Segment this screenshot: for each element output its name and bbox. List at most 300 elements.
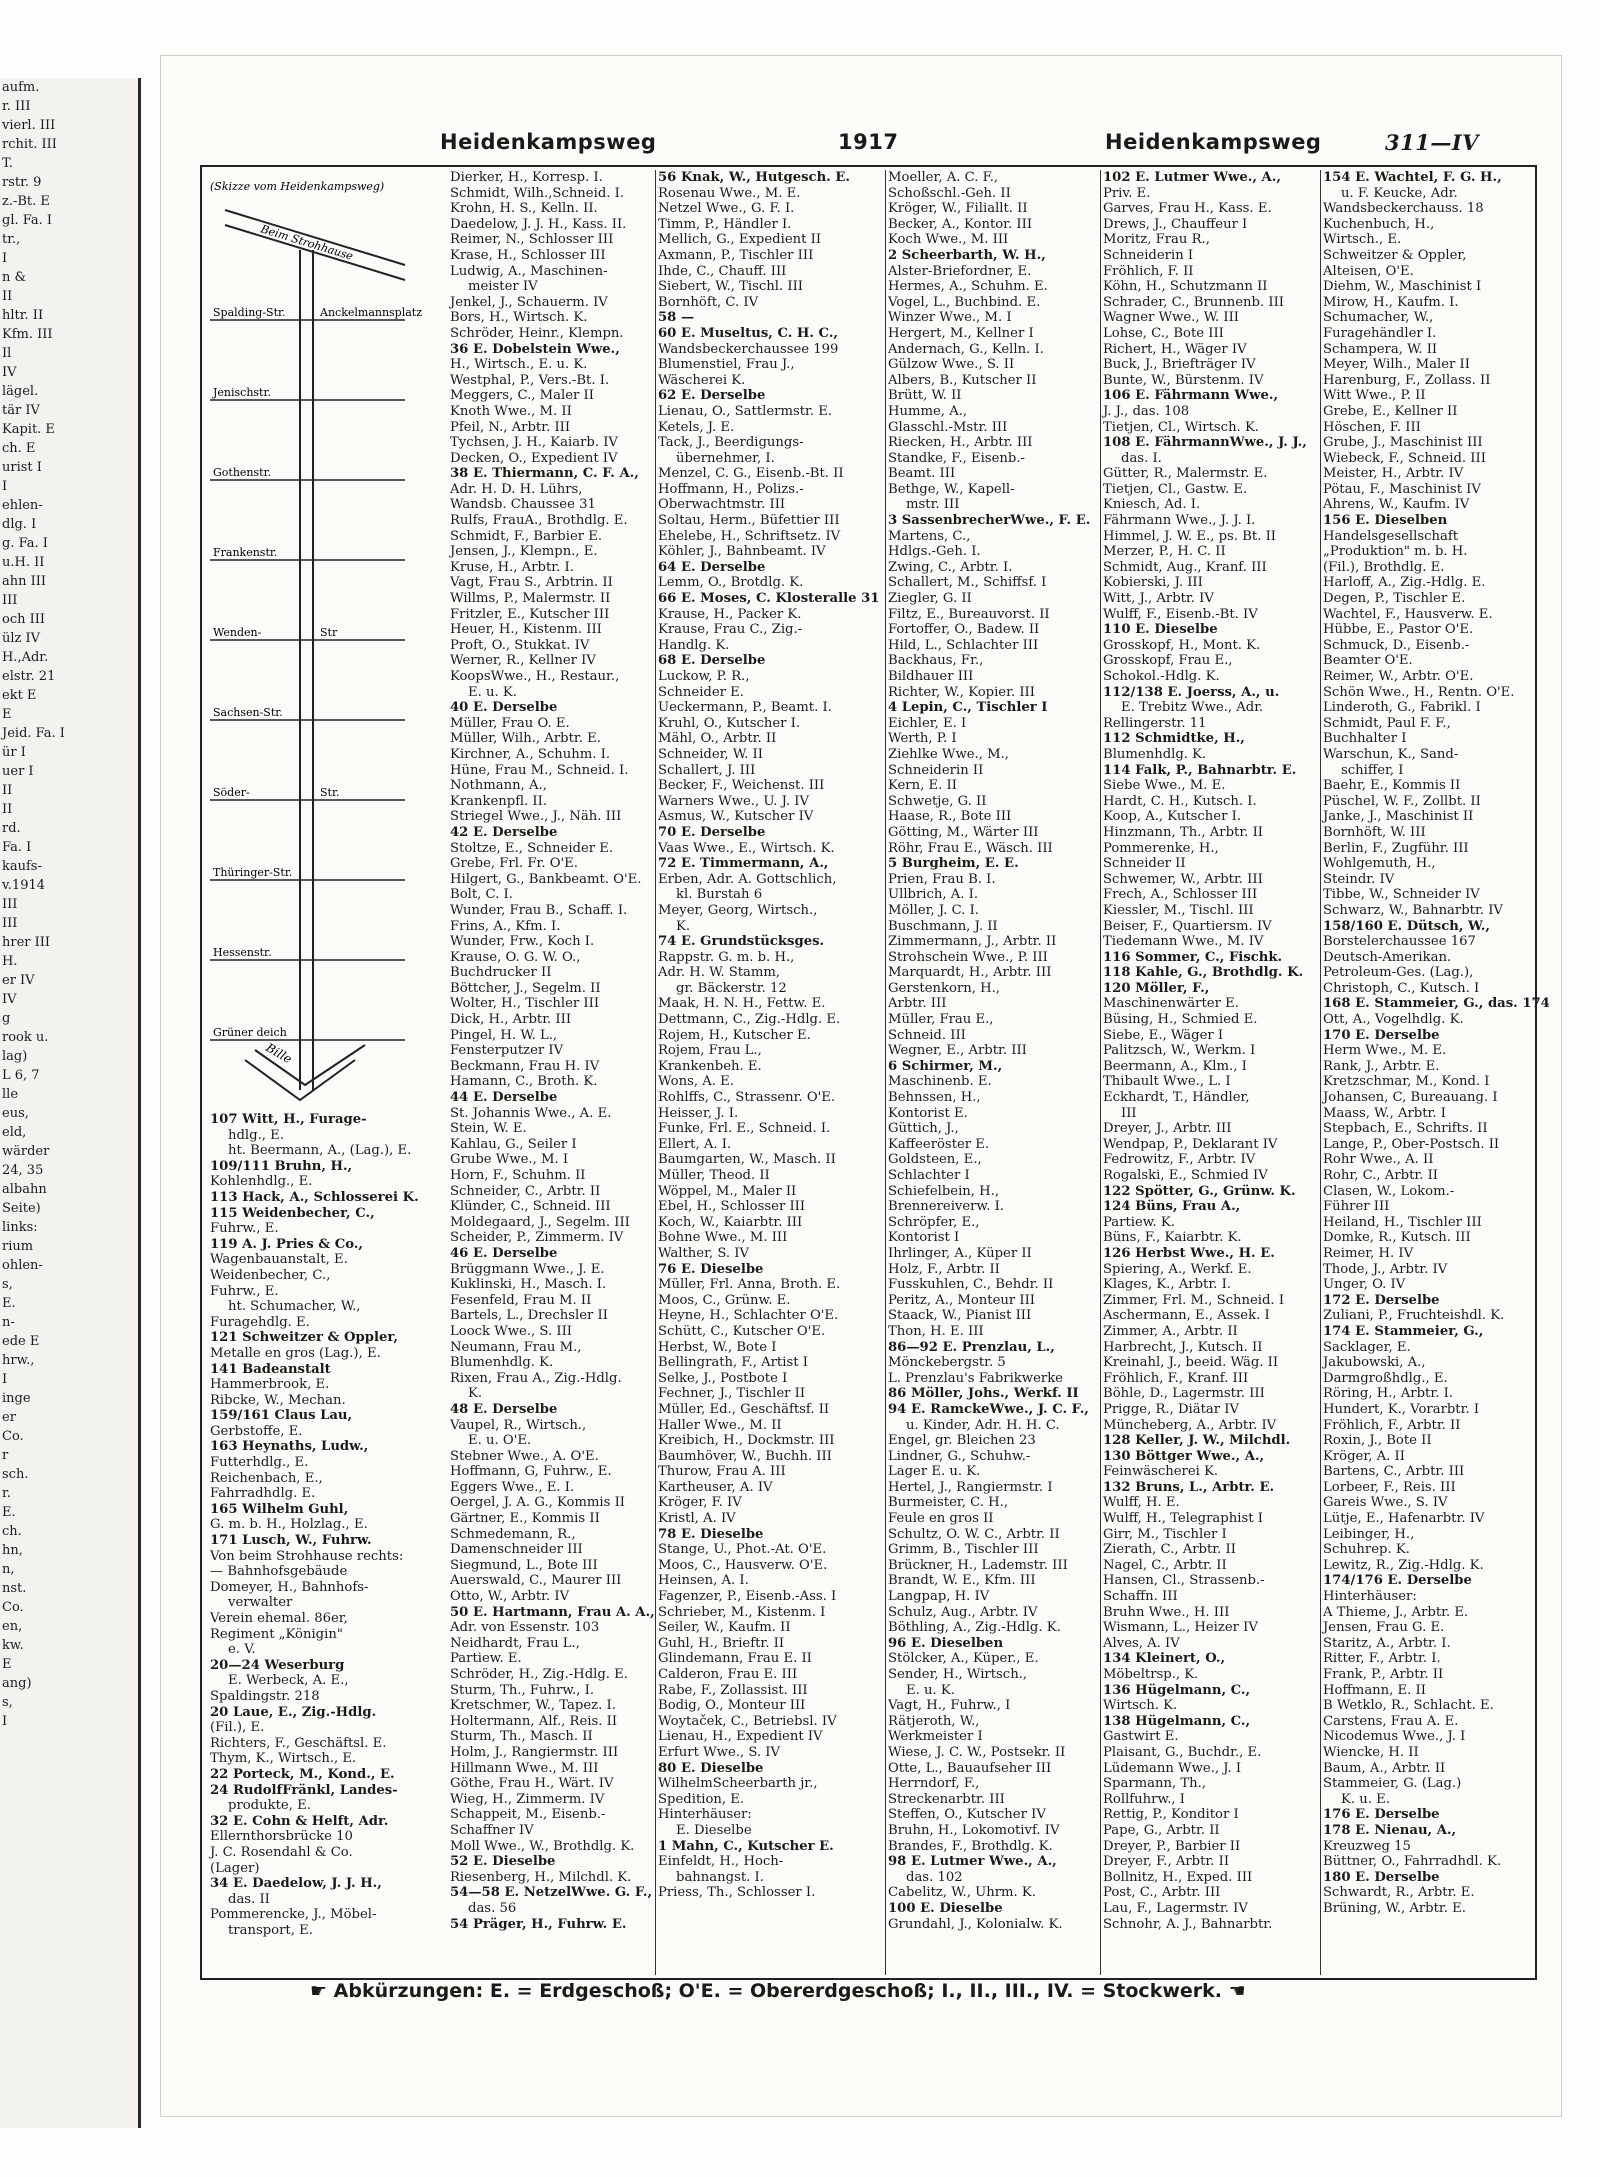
directory-entry: Beamt. III xyxy=(888,466,956,482)
directory-entry: Maass, W., Arbtr. I xyxy=(1323,1105,1446,1121)
sketch-street-label: Wenden- xyxy=(213,626,262,639)
directory-entry: Grimm, B., Tischler III xyxy=(888,1542,1039,1558)
listing-column-4 xyxy=(1103,170,1318,1970)
directory-entry: Zierath, C., Arbtr. II xyxy=(1103,1542,1236,1558)
directory-entry: Werkmeister I xyxy=(888,1729,983,1745)
directory-entry: Schwemer, W., Arbtr. III xyxy=(1103,871,1263,887)
directory-entry: Staack, W., Pianist III xyxy=(888,1308,1032,1324)
directory-entry: Schneider II xyxy=(1103,856,1186,872)
directory-entry: transport, E. xyxy=(228,1922,313,1938)
directory-entry: Meister, H., Arbtr. IV xyxy=(1323,466,1464,482)
directory-entry: Kartheuser, A. IV xyxy=(658,1479,773,1495)
edge-fragment: E xyxy=(2,1657,12,1672)
directory-entry: Klünder, C., Schneid. III xyxy=(450,1199,611,1215)
directory-entry: Albers, B., Kutscher II xyxy=(888,372,1037,388)
directory-entry: Spaldingstr. 218 xyxy=(210,1688,320,1704)
directory-entry: Büns, F., Kaiarbtr. K. xyxy=(1103,1230,1242,1246)
edge-fragment: E. xyxy=(2,1505,16,1520)
directory-entry: Böthling, A., Zig.-Hdlg. K. xyxy=(888,1620,1061,1636)
directory-entry: Moeller, A. C. F., xyxy=(888,170,999,185)
directory-entry: Burmeister, C. H., xyxy=(888,1495,1009,1511)
directory-entry: meister IV xyxy=(468,279,538,295)
directory-entry: 56 Knak, W., Hutgesch. E. xyxy=(658,170,851,185)
directory-entry: 112 Schmidtke, H., xyxy=(1103,731,1245,747)
directory-entry: Rojem, H., Kutscher E. xyxy=(658,1027,811,1043)
directory-entry: Schmedemann, R., xyxy=(450,1526,576,1542)
edge-fragment: v.1914 xyxy=(2,878,46,893)
directory-entry: Hamann, C., Broth. K. xyxy=(450,1074,598,1090)
directory-entry: E. u. K. xyxy=(468,684,517,700)
directory-entry: Marquardt, H., Arbtr. III xyxy=(888,965,1052,981)
edge-fragment: s, xyxy=(2,1277,13,1292)
directory-entry: Loock Wwe., S. III xyxy=(450,1323,573,1339)
directory-entry: Neumann, Frau M., xyxy=(450,1339,582,1355)
directory-entry: Krause, Frau C., Zig.- xyxy=(658,622,803,638)
directory-entry: Jakubowski, A., xyxy=(1323,1355,1426,1371)
directory-entry: Büttner, O., Fahrradhdl. K. xyxy=(1323,1854,1502,1870)
edge-fragment: wärder xyxy=(2,1144,50,1159)
directory-entry: 54—58 E. NetzelWwe. G. F., xyxy=(450,1885,653,1901)
edge-fragment: hrw., xyxy=(2,1353,35,1368)
edge-fragment: E xyxy=(2,707,12,722)
directory-entry: Lüdemann Wwe., J. I xyxy=(1103,1760,1242,1776)
directory-entry: Dettmann, C., Zig.-Hdlg. E. xyxy=(658,1012,841,1028)
directory-entry: Wirtsch., E. xyxy=(1323,232,1402,248)
directory-entry: Schwetje, G. II xyxy=(888,793,987,809)
directory-entry: 86—92 E. Prenzlau, L., xyxy=(888,1339,1055,1355)
sketch-street-label-right: Str. xyxy=(320,786,340,799)
directory-entry: Wiencke, H. II xyxy=(1323,1744,1419,1760)
edge-fragment: s, xyxy=(2,1695,13,1710)
directory-entry: Wismann, L., Heizer IV xyxy=(1103,1620,1258,1636)
directory-entry: Meyer, Wilh., Maler II xyxy=(1323,357,1470,373)
directory-entry: Herbst, W., Bote I xyxy=(658,1339,777,1355)
directory-entry: Priess, Th., Schlosser I. xyxy=(658,1885,816,1901)
directory-entry: 36 E. Dobelstein Wwe., xyxy=(450,341,620,357)
directory-entry: Eckhardt, T., Händler, xyxy=(1103,1090,1250,1106)
directory-entry: 110 E. Dieselbe xyxy=(1103,622,1218,638)
directory-entry: 66 E. Moses, C. Klosteralle 31 xyxy=(658,591,880,607)
directory-entry: das. II xyxy=(228,1891,270,1907)
directory-entry: Rulfs, FrauA., Brothdlg. E. xyxy=(450,513,628,529)
directory-entry: Mönckebergstr. 5 xyxy=(888,1355,1006,1371)
directory-entry: Hundert, K., Vorarbtr. I xyxy=(1323,1401,1480,1417)
directory-entry: Rabe, F., Zollassist. III xyxy=(658,1682,808,1698)
directory-entry: Ueckermann, P., Beamt. I. xyxy=(658,700,832,716)
directory-entry: Hinterhäuser: xyxy=(658,1807,752,1823)
directory-entry: Gärtner, E., Kommis II xyxy=(450,1511,600,1527)
directory-entry: Gülzow Wwe., S. II xyxy=(888,357,1015,373)
directory-entry: Harenburg, F., Zollass. II xyxy=(1323,372,1491,388)
edge-fragment: T. xyxy=(2,156,13,171)
directory-entry: Kruse, H., Arbtr. I. xyxy=(450,559,574,575)
directory-entry: Reichenbach, E., xyxy=(210,1470,323,1486)
directory-entry: Herrndorf, F., xyxy=(888,1776,980,1792)
directory-entry: Kontorist I xyxy=(888,1230,960,1246)
directory-entry: Müller, Frau E., xyxy=(888,1012,994,1028)
directory-entry: Striegel Wwe., J., Näh. III xyxy=(450,809,622,825)
directory-entry: Götting, M., Wärter III xyxy=(888,824,1039,840)
directory-entry: Warners Wwe., U. J. IV xyxy=(658,793,810,809)
directory-entry: Adr. H. D. H. Lührs, xyxy=(450,481,583,497)
directory-entry: Rank, J., Arbtr. E. xyxy=(1323,1058,1440,1074)
edge-fragment: II xyxy=(2,289,13,304)
edge-fragment: rd. xyxy=(2,821,21,836)
directory-entry: Bruhn, H., Lokomotivf. IV xyxy=(888,1822,1060,1838)
directory-entry: Schaffner IV xyxy=(450,1822,534,1838)
edge-fragment: er xyxy=(2,1410,16,1425)
sketch-street-label-right: Str xyxy=(320,626,338,639)
directory-entry: Bornhöft, W. III xyxy=(1323,824,1426,840)
directory-entry: Domeyer, H., Bahnhofs- xyxy=(210,1579,369,1595)
directory-entry: Kern, E. II xyxy=(888,778,957,794)
edge-fragment: III xyxy=(2,916,18,931)
directory-entry: Kahlau, G., Seiler I xyxy=(450,1136,577,1152)
directory-entry: Regiment „Königin" xyxy=(210,1626,343,1642)
directory-entry: Moll Wwe., W., Brothdlg. K. xyxy=(450,1838,635,1854)
directory-entry: (Fil.), E. xyxy=(210,1720,265,1736)
edge-fragment: aufm. xyxy=(2,80,40,95)
directory-entry: Stammeier, G. (Lag.) xyxy=(1323,1776,1462,1792)
directory-entry: Maschinenb. E. xyxy=(888,1074,992,1090)
directory-entry: Rohlffs, C., Strassenr. O'E. xyxy=(658,1090,836,1106)
directory-entry: Buchdrucker II xyxy=(450,965,552,981)
directory-entry: Furagehändler I. xyxy=(1323,325,1437,341)
directory-entry: (Lager) xyxy=(210,1860,260,1876)
edge-fragment: Jeid. Fa. I xyxy=(2,726,65,741)
directory-entry: Moritz, Frau R., xyxy=(1103,232,1210,248)
directory-entry: Axmann, P., Tischler III xyxy=(658,247,814,263)
directory-entry: Fährmann Wwe., J. J. I. xyxy=(1103,513,1256,529)
directory-entry: Lange, P., Ober-Postsch. II xyxy=(1323,1136,1500,1152)
directory-entry: Buschmann, J. II xyxy=(888,918,998,934)
directory-entry: 20—24 Weserburg xyxy=(210,1657,345,1673)
directory-entry: Lau, F., Lagermstr. IV xyxy=(1103,1900,1248,1916)
edge-fragment: eus, xyxy=(2,1106,29,1121)
directory-entry: 174/176 E. Derselbe xyxy=(1323,1573,1472,1589)
directory-entry: 20 Laue, E., Zig.-Hdlg. xyxy=(210,1704,377,1720)
directory-entry: Tibbe, W., Schneider IV xyxy=(1323,887,1480,903)
directory-entry: Degen, P., Tischler E. xyxy=(1323,591,1466,607)
directory-entry: Becker, A., Kontor. III xyxy=(888,216,1033,232)
directory-entry: 22 Porteck, M., Kond., E. xyxy=(210,1766,395,1782)
edge-fragment: H.,Adr. xyxy=(2,650,49,665)
directory-entry: E. Dieselbe xyxy=(676,1822,752,1838)
directory-entry: Fechner, J., Tischler II xyxy=(658,1386,806,1402)
directory-entry: Kreinahl, J., beeid. Wäg. II xyxy=(1103,1355,1279,1371)
directory-entry: 48 E. Derselbe xyxy=(450,1401,558,1417)
edge-fragment: L 6, 7 xyxy=(2,1068,40,1083)
directory-entry: bahnangst. I. xyxy=(676,1869,764,1885)
directory-entry: Langpap, H. IV xyxy=(888,1589,990,1605)
abbreviations-footer xyxy=(310,1980,1510,2002)
directory-entry: J. C. Rosendahl & Co. xyxy=(210,1844,353,1860)
edge-fragment: albahn xyxy=(2,1182,47,1197)
directory-entry: Schröder, Heinr., Klempn. xyxy=(450,325,624,341)
directory-entry: Lorbeer, F., Reis. III xyxy=(1323,1479,1456,1495)
directory-entry: 3 SassenbrecherWwe., F. E. xyxy=(888,513,1091,529)
directory-entry: Rollfuhrw., I xyxy=(1103,1791,1185,1807)
directory-entry: Wöppel, M., Maler II xyxy=(658,1183,797,1199)
edge-fragment: tr., xyxy=(2,232,21,247)
directory-entry: Möller, J. C. I. xyxy=(888,902,979,918)
directory-entry: Köhn, H., Schutzmann II xyxy=(1103,279,1268,295)
directory-entry: Thode, J., Arbtr. IV xyxy=(1323,1261,1448,1277)
listing-column-5 xyxy=(1323,170,1550,1970)
pointing-hand-icon: ☛ xyxy=(310,1980,328,2002)
edge-fragment: I xyxy=(2,479,8,494)
directory-entry: Krause, H., Packer K. xyxy=(658,606,802,622)
directory-entry: Darmgroßhdlg., E. xyxy=(1323,1370,1448,1386)
directory-entry: Tietjen, Cl., Gastw. E. xyxy=(1103,481,1248,497)
edge-fragment: rstr. 9 xyxy=(2,175,42,190)
edge-fragment: och III xyxy=(2,612,46,627)
sketch-street-label: Spalding-Str. xyxy=(213,306,286,319)
directory-entry: Post, C., Arbtr. III xyxy=(1103,1885,1221,1901)
directory-entry: Zwing, C., Arbtr. I. xyxy=(888,559,1013,575)
directory-entry: Strohschein Wwe., P. III xyxy=(888,949,1048,965)
directory-entry: Hermes, A., Schuhm. E. xyxy=(888,279,1048,295)
directory-entry: Verein ehemal. 86er, xyxy=(210,1611,348,1626)
directory-entry: Schmidt, Wilh.,Schneid. I. xyxy=(450,185,625,201)
header-street-right: Heidenkampsweg xyxy=(1105,130,1322,154)
directory-entry: Wegner, E., Arbtr. III xyxy=(888,1043,1027,1059)
directory-entry: Leibinger, H., xyxy=(1323,1526,1415,1542)
directory-entry: Schwardt, R., Arbtr. E. xyxy=(1323,1885,1475,1901)
directory-entry: Rettig, P., Konditor I xyxy=(1103,1807,1239,1823)
directory-entry: Tiedemann Wwe., M. IV xyxy=(1103,934,1264,950)
directory-entry: Hertel, J., Rangiermstr. I xyxy=(888,1479,1053,1495)
directory-entry: KoopsWwe., H., Restaur., xyxy=(450,669,620,684)
directory-entry: Kuklinski, H., Masch. I. xyxy=(450,1277,607,1293)
directory-entry: Kristl, A. IV xyxy=(658,1511,736,1527)
directory-entry: Berlin, F., Zugführ. III xyxy=(1323,840,1469,856)
directory-entry: 154 E. Wachtel, F. G. H., xyxy=(1323,170,1502,185)
directory-entry: Tietjen, Cl., Wirtsch. K. xyxy=(1103,419,1259,435)
directory-entry: Menzel, C. G., Eisenb.-Bt. II xyxy=(658,466,844,482)
edge-fragment: ede E xyxy=(2,1334,40,1349)
directory-entry: Warschun, K., Sand- xyxy=(1323,746,1459,762)
sketch-top-label: Beim Strohhause xyxy=(259,222,355,263)
directory-entry: Pape, G., Arbtr. II xyxy=(1103,1822,1220,1838)
sketch-street-label: Hessenstr. xyxy=(213,946,272,959)
directory-entry: (Fil.), Brothdlg. E. xyxy=(1323,559,1445,575)
directory-entry: Dreyer, J., Arbtr. III xyxy=(1103,1121,1232,1137)
directory-entry: Kuchenbuch, H., xyxy=(1323,216,1435,232)
directory-entry: Witt, J., Arbtr. IV xyxy=(1103,591,1214,607)
directory-entry: 136 Hügelmann, C., xyxy=(1103,1682,1251,1698)
directory-entry: B Wetklo, R., Schlacht. E. xyxy=(1323,1698,1494,1714)
directory-entry: Glasschl.-Mstr. III xyxy=(888,419,1008,435)
directory-entry: Guhl, H., Brieftr. II xyxy=(658,1635,785,1651)
directory-entry: Erfurt Wwe., S. IV xyxy=(658,1744,781,1760)
directory-entry: 124 Büns, Frau A., xyxy=(1103,1199,1241,1215)
directory-entry: Adr. H. W. Stamm, xyxy=(658,965,781,981)
directory-entry: Alves, A. IV xyxy=(1103,1635,1180,1651)
directory-entry: Zuliani, P., Fruchteishdl. K. xyxy=(1323,1308,1505,1324)
directory-entry: Schultz, O. W. C., Arbtr. II xyxy=(888,1526,1060,1542)
directory-entry: Lienau, O., Sattlermstr. E. xyxy=(658,403,833,419)
directory-entry: Siebert, W., Tischl. III xyxy=(658,279,804,295)
directory-entry: K. xyxy=(676,918,691,934)
directory-entry: Oergel, J. A. G., Kommis II xyxy=(450,1495,626,1511)
directory-entry: Wandsbeckerchaussee 199 xyxy=(658,341,839,357)
directory-entry: Pötau, F., Maschinist IV xyxy=(1323,481,1481,497)
directory-entry: Bethge, W., Kapell- xyxy=(888,481,1015,497)
directory-entry: Schneid. III xyxy=(888,1027,966,1043)
directory-entry: Clasen, W., Lokom.- xyxy=(1323,1183,1455,1199)
directory-entry: L. Prenzlau's Fabrikwerke xyxy=(888,1370,1063,1386)
edge-fragment: er IV xyxy=(2,973,35,988)
directory-entry: Wohlgemuth, H., xyxy=(1323,856,1436,872)
directory-entry: Müller, Ed., Geschäftsf. II xyxy=(658,1401,830,1417)
directory-entry: Heuer, H., Kistenm. III xyxy=(450,622,602,638)
directory-entry: Einfeldt, H., Hoch- xyxy=(658,1854,784,1870)
directory-entry: Kretzschmar, M., Kond. I xyxy=(1323,1074,1490,1090)
directory-entry: Bornhöft, C. IV xyxy=(658,294,759,310)
directory-entry: Peritz, A., Monteur III xyxy=(888,1292,1035,1308)
directory-entry: u. F. Keucke, Adr. xyxy=(1341,185,1458,201)
directory-entry: verwalter xyxy=(228,1595,293,1611)
directory-entry: Brückner, H., Lademstr. III xyxy=(888,1557,1068,1573)
listing-column-1 xyxy=(450,170,655,1932)
directory-entry: 64 E. Derselbe xyxy=(658,559,766,575)
directory-entry: Müller, Frl. Anna, Broth. E. xyxy=(658,1277,841,1293)
directory-entry: 163 Heynaths, Ludw., xyxy=(210,1439,369,1455)
directory-entry: 174 E. Stammeier, G., xyxy=(1323,1323,1484,1339)
directory-entry: Reimer, H. IV xyxy=(1323,1245,1414,1261)
directory-entry: 38 E. Thiermann, C. F. A., xyxy=(450,466,639,482)
directory-entry: Bildhauer III xyxy=(888,669,974,684)
directory-entry: Hild, L., Schlachter III xyxy=(888,637,1039,653)
directory-entry: Müller, Frau O. E. xyxy=(450,715,570,731)
directory-entry: Decken, O., Expedient IV xyxy=(450,450,618,466)
directory-entry: Otte, L., Bauaufseher III xyxy=(888,1760,1052,1776)
directory-entry: Ihde, C., Chauff. III xyxy=(658,263,787,279)
directory-entry: Schumacher, W., xyxy=(1323,310,1434,326)
edge-fragment: elstr. 21 xyxy=(2,669,56,684)
edge-fragment: hn, xyxy=(2,1543,23,1558)
directory-entry: Partiew. E. xyxy=(450,1651,522,1667)
directory-entry: Jensen, Frau G. E. xyxy=(1323,1620,1445,1636)
directory-entry: Mirow, H., Kaufm. I. xyxy=(1323,294,1459,310)
directory-entry: 168 E. Stammeier, G., das. 174 xyxy=(1323,996,1550,1012)
directory-entry: Wagenbauanstalt, E. xyxy=(210,1252,348,1268)
directory-entry: Blumenhdlg. K. xyxy=(450,1355,554,1371)
directory-entry: Futterhdlg., E. xyxy=(210,1455,309,1471)
directory-entry: G. m. b. H., Holzlag., E. xyxy=(210,1517,368,1533)
directory-entry: Schneiderin II xyxy=(888,762,984,778)
directory-entry: Stoltze, E., Schneider E. xyxy=(450,840,614,856)
directory-entry: 130 Böttger Wwe., A., xyxy=(1103,1448,1265,1464)
directory-entry: Bartens, C., Arbtr. III xyxy=(1323,1464,1465,1480)
directory-entry: Fortoffer, O., Badew. II xyxy=(888,622,1040,638)
directory-entry: schiffer, I xyxy=(1341,762,1404,778)
directory-entry: Stölcker, A., Küper., E. xyxy=(888,1651,1039,1667)
directory-entry: Hergert, M., Kellner I xyxy=(888,325,1034,341)
directory-entry: Schröder, H., Zig.-Hdlg. E. xyxy=(450,1667,628,1682)
directory-entry: 132 Bruns, L., Arbtr. E. xyxy=(1103,1479,1275,1495)
directory-entry: Köhler, J., Bahnbeamt. IV xyxy=(658,544,826,560)
directory-entry: Harloff, A., Zig.-Hdlg. E. xyxy=(1323,575,1486,591)
directory-entry: 76 E. Dieselbe xyxy=(658,1261,764,1277)
sketch-street-label: Frankenstr. xyxy=(213,546,278,559)
directory-entry: 120 Möller, F., xyxy=(1103,980,1210,996)
directory-entry: Werner, R., Kellner IV xyxy=(450,653,596,669)
directory-entry: Schappeit, M., Eisenb.- xyxy=(450,1807,606,1823)
directory-entry: 24 RudolfFränkl, Landes- xyxy=(210,1782,398,1798)
directory-entry: Ribcke, W., Mechan. xyxy=(210,1392,346,1408)
directory-entry: Erben, Adr. A. Gottschlich, xyxy=(658,871,837,887)
edge-fragment: I xyxy=(2,1714,8,1729)
directory-entry: Möbeltrsp., K. xyxy=(1103,1667,1199,1682)
directory-entry: Krankenbeh. E. xyxy=(658,1058,762,1074)
directory-entry: 68 E. Derselbe xyxy=(658,653,766,669)
directory-entry: 96 E. Dieselben xyxy=(888,1635,1004,1651)
edge-fragment: u.H. II xyxy=(2,555,45,570)
directory-entry: Richter, W., Kopier. III xyxy=(888,684,1035,700)
directory-entry: Soltau, Herm., Büfettier III xyxy=(658,513,840,529)
edge-fragment: lägel. xyxy=(2,384,39,399)
directory-entry: Von beim Strohhause rechts: xyxy=(210,1548,404,1564)
directory-entry: Güttich, J., xyxy=(888,1121,959,1137)
directory-entry: Grosskopf, H., Mont. K. xyxy=(1103,637,1261,653)
directory-entry: Plaisant, G., Buchdr., E. xyxy=(1103,1744,1262,1760)
directory-entry: 2 Scheerbarth, W. H., xyxy=(888,247,1046,263)
directory-entry: Schmuck, D., Eisenb.- xyxy=(1323,637,1470,653)
directory-entry: Rixen, Frau A., Zig.-Hdlg. xyxy=(450,1370,622,1386)
directory-entry: Siebe, E., Wäger I xyxy=(1103,1027,1224,1043)
directory-entry: Zimmer, A., Arbtr. II xyxy=(1103,1323,1238,1339)
directory-entry: — Bahnhofsgebäude xyxy=(210,1564,348,1580)
directory-entry: Oberwachtmstr. III xyxy=(658,497,786,513)
edge-fragment: lle xyxy=(2,1087,19,1102)
edge-fragment: inge xyxy=(2,1391,31,1406)
directory-entry: 98 E. Lutmer Wwe., A., xyxy=(888,1854,1057,1870)
directory-entry: Müller, Wilh., Arbtr. E. xyxy=(450,731,601,747)
directory-entry: Kontorist E. xyxy=(888,1105,968,1121)
directory-entry: Kaffeeröster E. xyxy=(888,1136,990,1152)
directory-entry: Koch Wwe., M. III xyxy=(888,232,1009,248)
column-divider xyxy=(655,170,656,1975)
directory-entry: ht. Beermann, A., (Lag.), E. xyxy=(228,1143,412,1159)
listing-column-3 xyxy=(888,170,1098,1970)
directory-entry: Alteisen, O'E. xyxy=(1323,263,1414,279)
directory-entry: Pfeil, N., Arbtr. III xyxy=(450,419,571,435)
directory-entry: Schütt, C., Kutscher O'E. xyxy=(658,1323,826,1339)
directory-entry: Kreuzweg 15 xyxy=(1323,1838,1411,1854)
edge-fragment: n, xyxy=(2,1562,15,1577)
directory-entry: Blumenhdlg. K. xyxy=(1103,746,1207,762)
directory-entry: hdlg., E. xyxy=(228,1127,284,1143)
directory-entry: Vagt, H., Fuhrw., I xyxy=(888,1698,1011,1714)
directory-entry: Hoffmann, H., Polizs.- xyxy=(658,481,804,497)
directory-entry: Schneider, W. II xyxy=(658,746,763,762)
directory-entry: Johansen, C, Bureauang. I xyxy=(1323,1090,1498,1106)
directory-entry: Rohr, C., Arbtr. II xyxy=(1323,1168,1439,1183)
directory-entry: Göthe, Frau H., Wärt. IV xyxy=(450,1776,614,1792)
directory-entry: Fagenzer, P., Eisenb.-Ass. I xyxy=(658,1589,837,1605)
directory-entry: Garves, Frau H., Kass. E. xyxy=(1103,201,1272,217)
edge-fragment: ch. E xyxy=(2,441,36,456)
directory-entry: Maschinenwärter E. xyxy=(1103,996,1239,1012)
directory-entry: Ziegler, G. II xyxy=(888,591,972,607)
directory-entry: Koop, A., Kutscher I. xyxy=(1103,809,1242,825)
directory-entry: Steffen, O., Kutscher IV xyxy=(888,1807,1046,1823)
directory-entry: Mähl, O., Arbtr. II xyxy=(658,731,777,747)
directory-entry: Kohlenhdlg., E. xyxy=(210,1174,313,1190)
edge-fragment: g. Fa. I xyxy=(2,536,48,551)
